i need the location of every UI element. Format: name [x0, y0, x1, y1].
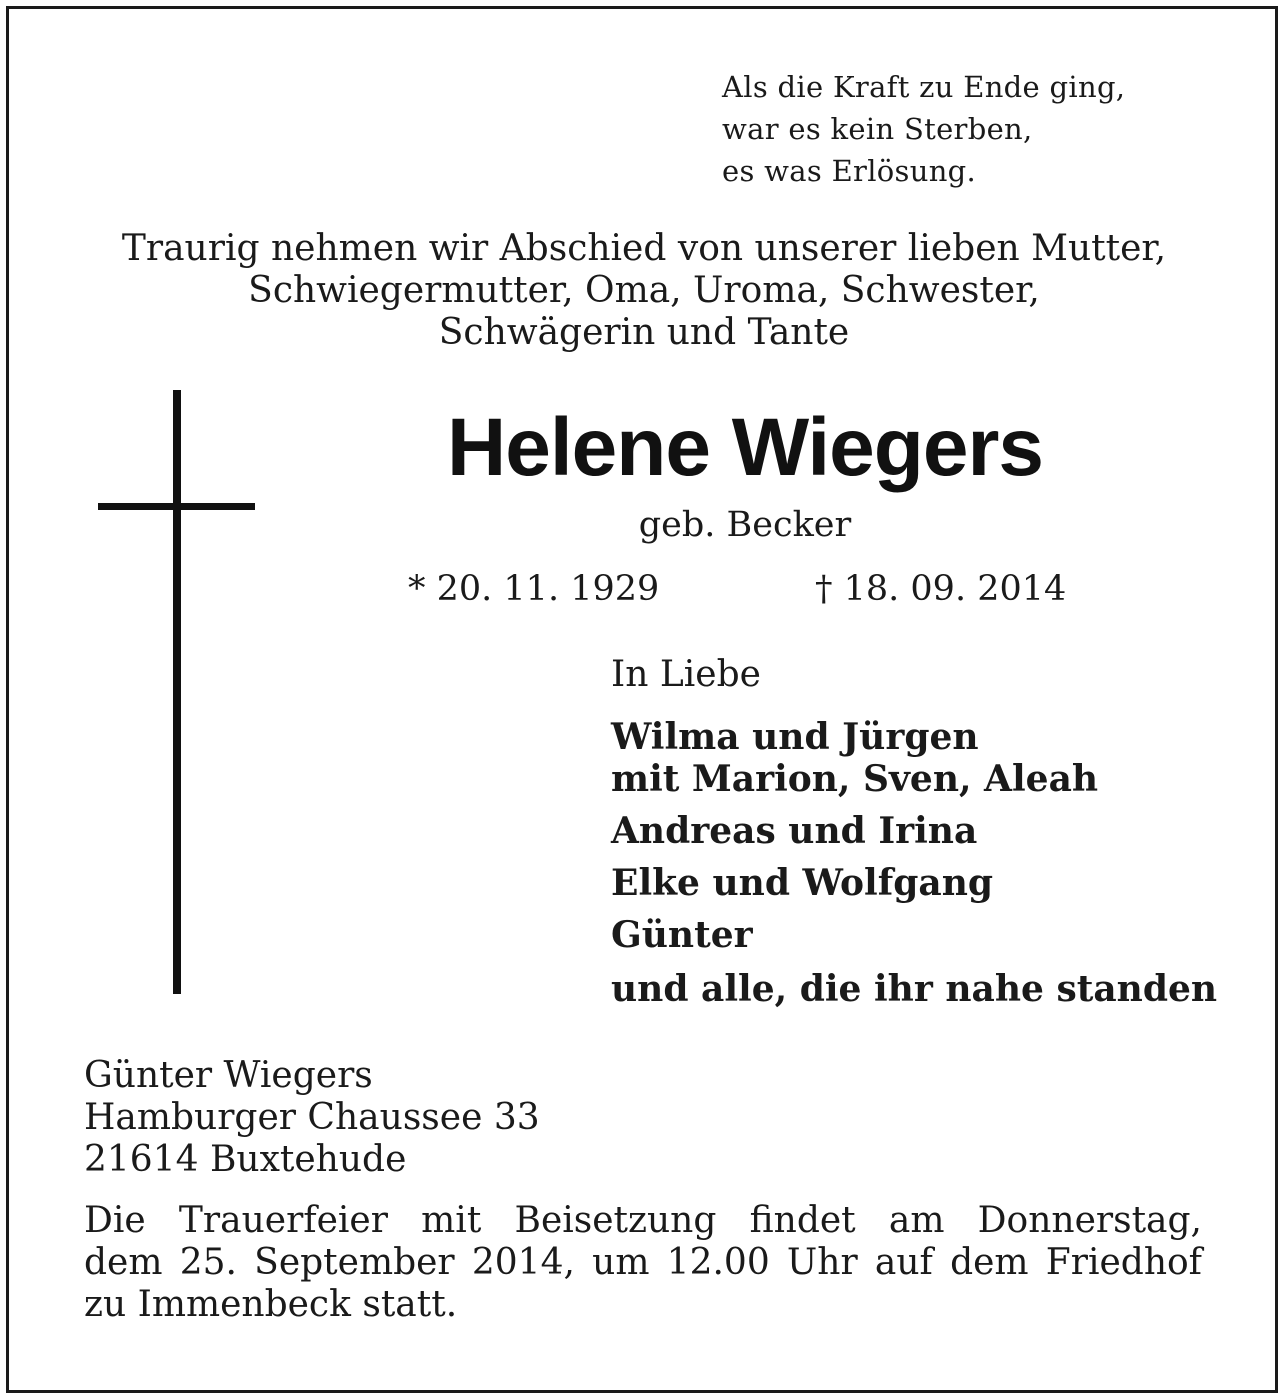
mourner-line: und alle, die ihr nahe standen — [611, 968, 1218, 1010]
mourner-line: Günter — [611, 914, 753, 956]
mourners-list — [611, 716, 1217, 1010]
maiden-name: geb. Becker — [638, 505, 852, 545]
address-line: Günter Wiegers — [84, 1055, 373, 1096]
intro-text — [60, 228, 1228, 354]
mourner-group — [611, 810, 1217, 852]
mourner-group — [611, 862, 1217, 904]
mourner-line: Elke und Wolfgang — [611, 862, 994, 904]
mourner-group — [611, 914, 1217, 956]
intro-line: Schwägerin und Tante — [438, 312, 850, 353]
mourner-line: Andreas und Irina — [611, 810, 978, 852]
mourner-group — [611, 968, 1217, 1010]
cross-horizontal-bar — [98, 503, 255, 510]
cross-vertical-bar — [173, 390, 181, 994]
intro-line: Traurig nehmen wir Abschied von unserer lieben Mutter, — [121, 228, 1167, 269]
obituary-frame — [6, 6, 1278, 1393]
mourner-group — [611, 716, 1217, 800]
poem-line: war es kein Sterben, — [722, 112, 1033, 146]
poem — [722, 66, 1242, 192]
intro-line: Schwiegermutter, Oma, Uroma, Schwester, — [248, 270, 1040, 311]
mourner-line: Wilma und Jürgen — [611, 716, 979, 758]
notice-line: Die Trauerfeier mit Beisetzung findet am Donnerstag, — [84, 1200, 1202, 1241]
poem-line: Als die Kraft zu Ende ging, — [722, 70, 1126, 104]
contact-address — [84, 1055, 540, 1181]
birth-date: * 20. 11. 1929 — [408, 569, 660, 609]
mourners-heading: In Liebe — [611, 654, 761, 695]
notice-line: dem 25. September 2014, um 12.00 Uhr auf dem Friedhof — [84, 1242, 1202, 1283]
funeral-notice — [84, 1200, 1202, 1326]
deceased-name: Helene Wiegers — [447, 402, 1043, 493]
death-date: † 18. 09. 2014 — [815, 569, 1067, 609]
poem-line: es was Erlösung. — [722, 154, 977, 188]
address-line: 21614 Buxtehude — [84, 1139, 407, 1180]
notice-line: zu Immenbeck statt. — [84, 1284, 458, 1325]
mourner-line: mit Marion, Sven, Aleah — [611, 758, 1099, 800]
address-line: Hamburger Chaussee 33 — [84, 1097, 540, 1138]
